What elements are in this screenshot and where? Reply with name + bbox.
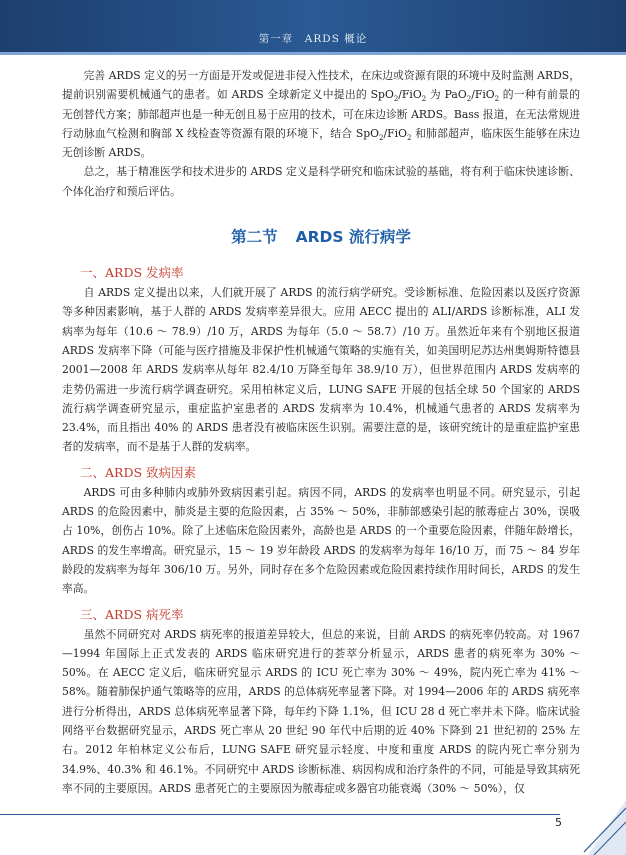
section-title: ARDS 流行病学 [295, 228, 411, 247]
section-number: 第二节 [231, 228, 278, 247]
footer-decoration [580, 800, 626, 855]
footer-rule [0, 814, 560, 815]
subheading-incidence: 一、ARDS 发病率 [80, 265, 184, 281]
section-heading [62, 225, 580, 247]
page-number: 5 [555, 816, 562, 829]
incidence-paragraph: 自 ARDS 定义提出以来，人们就开展了 ARDS 的流行病学研究。受诊断标准、危险因素以及医疗资源等多种因素影响，基于人群的 ARDS 发病率差异很大。应用 AECC 提出的 ALI/ARDS 诊断标准，ALI 发病率为每年（10.6 ～ 78.9）/10 万，ARDS 为每年（5.0 ～ 58.7）/10 万。虽然近年来有个别地区报道 ARDS 发病率下降（可能与医疗措施及非保护性机械通气策略的实施有关，如美国明尼苏达州奥姆斯特德县 2001—2008 年 ARDS 发病率从每年 82.4/10 万降至每年 38.9/10 万），但世界范围内 ARDS 发病率的走势仍需进一步流行病学调查研究。采用柏林定义后，LUNG SAFE 开展的包括全球 50 个国家的 ARDS 流行病学调查研究显示，重症监护室患者的 ARDS 发病率为 10.4%，机械通气患者的 ARDS 发病率为 23.4%，而且指出 40% 的 ARDS 患者没有被临床医生识别。需要注意的是，该研究统计的是重症监护室患者的发病率，而不是基于人群的发病率。 [62, 286, 580, 454]
subheading-mortality: 三、ARDS 病死率 [80, 606, 184, 622]
causes-paragraph: ARDS 可由多种肺内或肺外致病因素引起。病因不同，ARDS 的发病率也明显不同。研究显示，引起 ARDS 的危险因素中，肺炎是主要的危险因素，占 35% ～ 50%，非肺部感染引起的脓毒症占 30%，误吸占 10%，创伤占 10%。除了上述临床危险因素外，高龄也是 ARDS 的一个重要危险因素，伴随年龄增长，ARDS 的发生率增高。研究显示，15 ～ 19 岁年龄段 ARDS 的发病率为每年 16/10 万，而 75 ～ 84 岁年龄段的发病率为每年 306/10 万。另外，同时存在多个危险因素或危险因素持续作用时间长，ARDS 的发生率高。 [62, 485, 580, 596]
page-body [62, 66, 580, 798]
intro-paragraph-2: 总之，基于精准医学和技术进步的 ARDS 定义是科学研究和临床试验的基础，将有利于临床快速诊断、个体化治疗和预后评估。 [62, 165, 580, 198]
subheading-causes: 二、ARDS 致病因素 [80, 464, 196, 480]
intro-paragraph-1: 完善 ARDS 定义的另一方面是开发或促进非侵入性技术，在床边或资源有限的环境中及时监测 ARDS，提前识别需要机械通气的患者。如 ARDS 全球新定义中提出的 SpO$_2$/FiO$_2$ 为 PaO$_2$/FiO$_2$ 的一种有前景的无创替代方案；肺部超声也是一种无创且易于应用的技术，可在床边诊断 ARDS。Bass 报道，在无法常规进行动脉血气检测和胸部 X 线检查等资源有限的环境下，结合 SpO$_2$/FiO$_2$ 和肺部超声，临床医生能够在床边无创诊断 ARDS。 [62, 69, 581, 160]
mortality-paragraph: 虽然不同研究对 ARDS 病死率的报道差异较大，但总的来说，目前 ARDS 的病死率仍较高。对 1967—1994 年国际上正式发表的 ARDS 临床研究进行的荟萃分析显示，ARDS 患者的病死率为 30% ～ 50%。在 AECC 定义后，临床研究显示 ARDS 的 ICU 死亡率为 30% ～ 49%，院内死亡率为 41% ～ 58%。随着肺保护通气策略等的应用，ARDS 的总体病死率显著下降。对 1994—2006 年的 ARDS 病死率进行分析得出，ARDS 总体病死率显著下降，每年约下降 1.1%，但 ICU 28 d 死亡率并未下降。临床试验网络平台数据研究显示，ARDS 死亡率从 20 世纪 90 年代中后期的近 40% 下降到 21 世纪初的 25% 左右。2012 年柏林定义公布后，LUNG SAFE 研究显示轻度、中度和重度 ARDS 的院内死亡率分别为 34.9%、40.3% 和 46.1%。不同研究中 ARDS 诊断标准、病因构成和治疗条件的不同，可能是导致其病死率不同的主要原因。ARDS 患者死亡的主要原因为脓毒症或多器官功能衰竭（30% ～ 50%），仅 [62, 627, 580, 795]
header-stripe [0, 52, 626, 55]
running-header-title: 第一章 ARDS 概论 [258, 33, 368, 45]
